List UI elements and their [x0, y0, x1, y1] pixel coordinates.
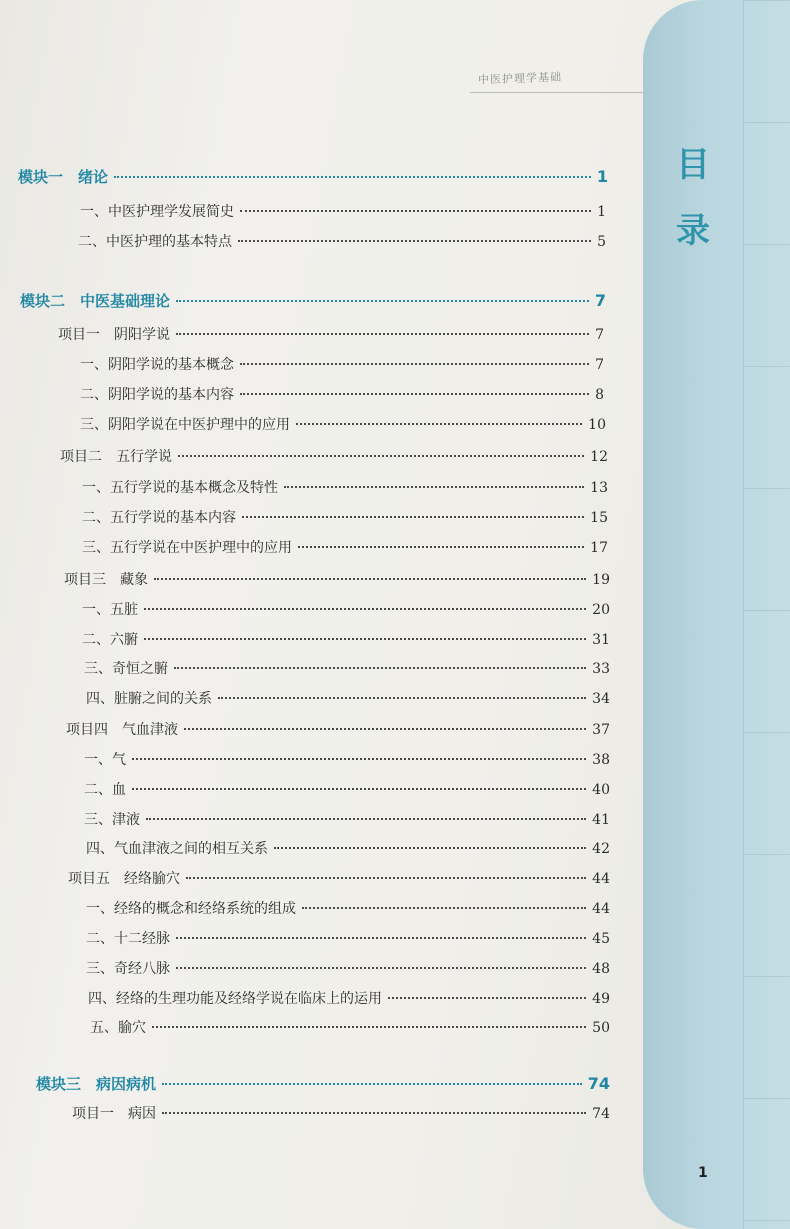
- toc-section[interactable]: [84, 749, 610, 769]
- toc-project[interactable]: [60, 446, 608, 466]
- leader-dots: [186, 877, 586, 879]
- toc-label: 一、气: [84, 752, 126, 768]
- leader-dots: [240, 210, 591, 212]
- toc-label: 一、五脏: [82, 602, 138, 618]
- toc-label: 二、五行学说的基本内容: [82, 510, 236, 526]
- leader-dots: [144, 638, 586, 640]
- toc-section[interactable]: [80, 414, 606, 434]
- leader-dots: [178, 455, 584, 457]
- leader-dots: [284, 486, 584, 488]
- leader-dots: [154, 578, 586, 580]
- toc-section[interactable]: [82, 537, 608, 557]
- toc-label: 四、脏腑之间的关系: [86, 691, 212, 707]
- toc-label: 模块一 绪论: [18, 168, 109, 186]
- leader-dots: [152, 1026, 586, 1028]
- toc-page: 31: [592, 632, 610, 648]
- toc-section[interactable]: [82, 599, 610, 619]
- toc-label: 三、五行学说在中医护理中的应用: [82, 540, 292, 556]
- leader-dots: [184, 728, 586, 730]
- toc-label: 二、阴阳学说的基本内容: [80, 387, 234, 403]
- toc-page: 20: [592, 602, 610, 618]
- toc-section[interactable]: [86, 838, 610, 858]
- leader-dots: [132, 758, 586, 760]
- toc-label: 模块二 中医基础理论: [20, 292, 171, 310]
- toc-label: 一、五行学说的基本概念及特性: [82, 480, 278, 496]
- toc-page: 33: [592, 661, 610, 677]
- toc-page: 40: [592, 782, 610, 798]
- leader-dots: [162, 1112, 586, 1114]
- toc-section[interactable]: [78, 231, 606, 251]
- toc-label: 一、阴阳学说的基本概念: [80, 357, 234, 373]
- toc-label: 项目三 藏象: [64, 572, 148, 588]
- toc-label: 二、六腑: [82, 632, 138, 648]
- toc-page: 45: [592, 931, 610, 947]
- toc-page: 74: [592, 1106, 610, 1122]
- toc-label: 项目一 阴阳学说: [58, 327, 170, 343]
- toc-page: 37: [592, 722, 610, 738]
- toc-section[interactable]: [84, 809, 610, 829]
- toc-label: 一、中医护理学发展简史: [80, 204, 234, 220]
- toc-page: 42: [592, 841, 610, 857]
- toc-label: 项目四 气血津液: [66, 722, 178, 738]
- toc-page: 44: [592, 871, 610, 887]
- toc-page: 17: [590, 540, 608, 556]
- leader-dots: [114, 176, 591, 178]
- toc-page: 49: [592, 991, 610, 1007]
- leader-dots: [146, 818, 586, 820]
- leader-dots: [176, 967, 586, 969]
- toc-page: 1: [597, 204, 606, 220]
- leader-dots: [388, 997, 586, 999]
- toc-project[interactable]: [58, 324, 604, 344]
- leader-dots: [302, 907, 586, 909]
- toc-label: 三、奇恒之腑: [84, 661, 168, 677]
- toc-label: 二、血: [84, 782, 126, 798]
- toc-section[interactable]: [80, 384, 604, 404]
- toc-section[interactable]: [86, 688, 610, 708]
- toc-page: 5: [597, 234, 606, 250]
- toc-module-3[interactable]: [36, 1073, 610, 1094]
- leader-dots: [176, 937, 586, 939]
- tab-title-char-2: 录: [676, 211, 710, 251]
- toc-label: 一、经络的概念和经络系统的组成: [86, 901, 296, 917]
- toc-label: 项目二 五行学说: [60, 449, 172, 465]
- toc-section[interactable]: [84, 658, 610, 678]
- toc-page: 1: [596, 167, 608, 186]
- toc-module-2[interactable]: [20, 290, 606, 311]
- side-tab-grid: [743, 0, 790, 1229]
- leader-dots: [176, 300, 589, 302]
- toc-section[interactable]: [88, 988, 610, 1008]
- toc-page: 15: [590, 510, 608, 526]
- leader-dots: [162, 1083, 582, 1085]
- toc-label: 三、奇经八脉: [86, 961, 170, 977]
- toc-label: 项目一 病因: [72, 1106, 156, 1122]
- toc-section[interactable]: [82, 629, 610, 649]
- toc-page: 8: [595, 387, 604, 403]
- toc-section[interactable]: [86, 928, 610, 948]
- leader-dots: [296, 423, 582, 425]
- toc-page: 7: [594, 291, 606, 310]
- leader-dots: [144, 608, 586, 610]
- toc-section[interactable]: [86, 958, 610, 978]
- toc-label: 模块三 病因病机: [36, 1075, 157, 1093]
- leader-dots: [176, 333, 589, 335]
- leader-dots: [240, 393, 589, 395]
- toc-page: 13: [590, 480, 608, 496]
- toc-label: 三、津液: [84, 812, 140, 828]
- toc-section[interactable]: [86, 898, 610, 918]
- toc-page: 50: [592, 1020, 610, 1036]
- page-number: 1: [698, 1165, 708, 1181]
- toc-label: 四、气血津液之间的相互关系: [86, 841, 268, 857]
- toc-section[interactable]: [80, 201, 606, 221]
- toc-page: 48: [592, 961, 610, 977]
- tab-title: [668, 132, 718, 264]
- leader-dots: [218, 697, 586, 699]
- toc-page: 19: [592, 572, 610, 588]
- toc-section[interactable]: [82, 477, 608, 497]
- toc-section[interactable]: [84, 779, 610, 799]
- toc-page: 41: [592, 812, 610, 828]
- toc-label: 四、经络的生理功能及经络学说在临床上的运用: [88, 991, 382, 1007]
- toc-section[interactable]: [90, 1017, 610, 1037]
- toc-project[interactable]: [72, 1103, 610, 1123]
- toc-page: 7: [595, 357, 604, 373]
- toc-project[interactable]: [66, 719, 610, 739]
- leader-dots: [242, 516, 584, 518]
- toc-label: 二、中医护理的基本特点: [78, 234, 232, 250]
- leader-dots: [238, 240, 591, 242]
- toc-page: 7: [595, 327, 604, 343]
- toc-module-1[interactable]: [18, 166, 608, 187]
- leader-dots: [174, 667, 586, 669]
- toc-page: 10: [588, 417, 606, 433]
- toc-page: 44: [592, 901, 610, 917]
- leader-dots: [240, 363, 589, 365]
- toc-label: 项目五 经络腧穴: [68, 871, 180, 887]
- toc-section[interactable]: [80, 354, 604, 374]
- leader-dots: [298, 546, 584, 548]
- leader-dots: [274, 847, 586, 849]
- toc-project[interactable]: [64, 569, 610, 589]
- toc-label: 三、阴阳学说在中医护理中的应用: [80, 417, 290, 433]
- tab-title-char-1: 目: [676, 145, 710, 185]
- running-header: 中医护理学基础: [477, 70, 563, 87]
- toc-label: 五、腧穴: [90, 1020, 146, 1036]
- toc-section[interactable]: [82, 507, 608, 527]
- toc-page: 38: [592, 752, 610, 768]
- toc-page: 12: [590, 449, 608, 465]
- toc-project[interactable]: [68, 868, 610, 888]
- leader-dots: [132, 788, 586, 790]
- toc-page: 74: [587, 1074, 610, 1093]
- toc-page: 34: [592, 691, 610, 707]
- toc-label: 二、十二经脉: [86, 931, 170, 947]
